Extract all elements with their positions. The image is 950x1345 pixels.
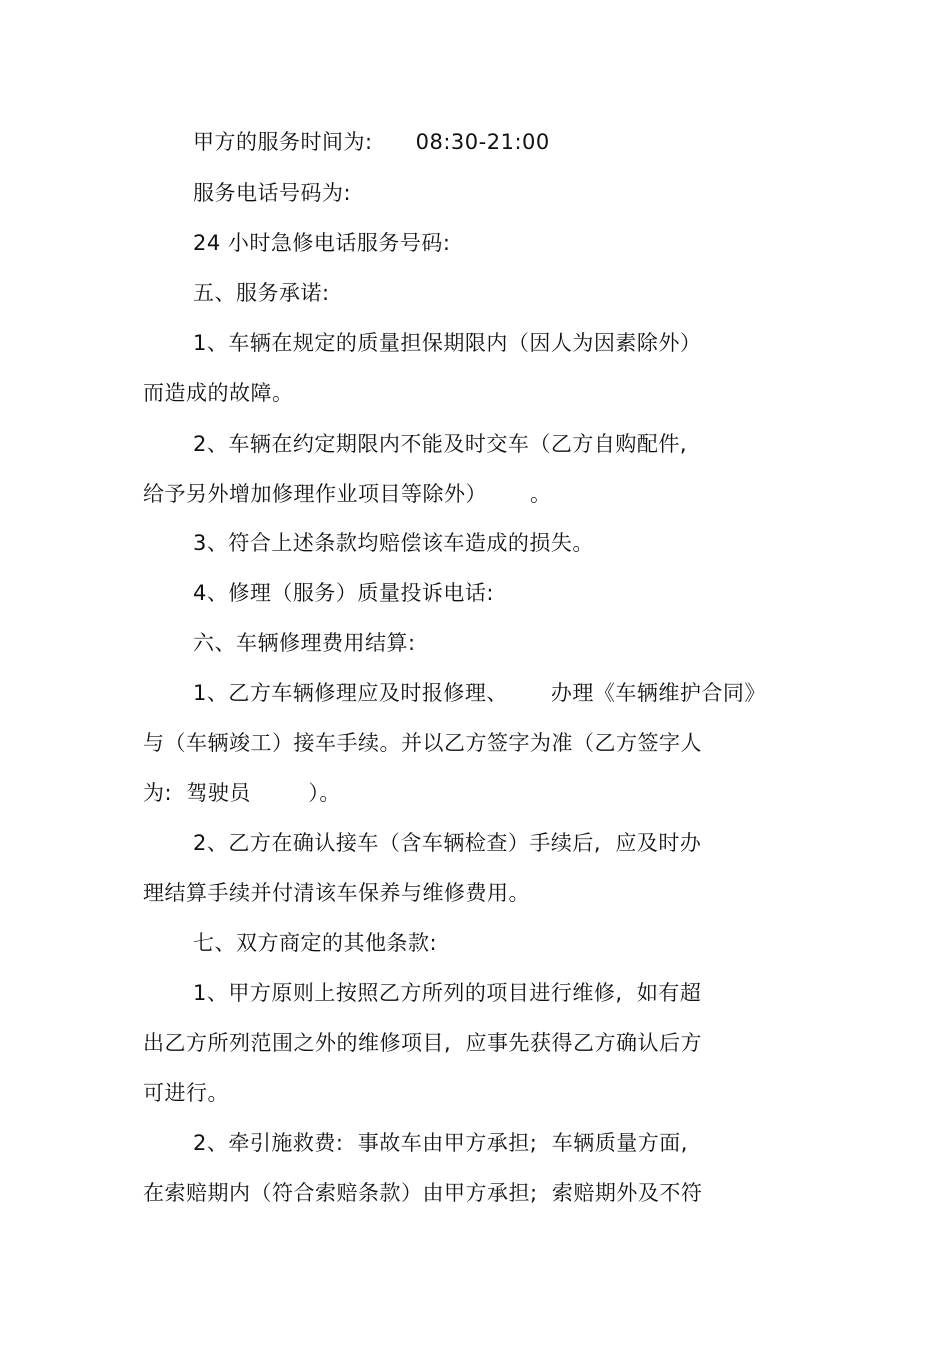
service-phone-line: 服务电话号码为: (193, 181, 352, 205)
section-heading-5: 五、服务承诺: (193, 281, 330, 305)
paragraph-line: 与（车辆竣工）接车手续。并以乙方签字为准（乙方签字人 (143, 731, 702, 755)
paragraph-line: 2、车辆在约定期限内不能及时交车（乙方自购配件, (193, 432, 688, 456)
service-hours-line: 甲方的服务时间为: 08:30-21:00 (193, 130, 550, 154)
paragraph-line: 3、符合上述条款均赔偿该车造成的损失。 (193, 531, 594, 555)
paragraph-line: 为: 驾驶员 ）。 (143, 781, 341, 805)
section-heading-7: 七、双方商定的其他条款: (193, 931, 438, 955)
paragraph-line: 2、牵引施救费: 事故车由甲方承担; 车辆质量方面, (193, 1131, 688, 1155)
paragraph-line: 而造成的故障。 (143, 381, 294, 405)
paragraph-line: 4、修理（服务）质量投诉电话: (193, 581, 494, 605)
paragraph-line: 可进行。 (143, 1081, 229, 1105)
paragraph-line: 2、乙方在确认接车（含车辆检查）手续后, 应及时办 (193, 831, 702, 855)
emergency-phone-line: 24 小时急修电话服务号码: (193, 231, 451, 255)
paragraph-line: 在索赔期内（符合索赔条款）由甲方承担; 索赔期外及不符 (143, 1181, 703, 1205)
section-heading-6: 六、车辆修理费用结算: (193, 631, 416, 655)
paragraph-line: 1、甲方原则上按照乙方所列的项目进行维修, 如有超 (193, 981, 702, 1005)
paragraph-line: 出乙方所列范围之外的维修项目, 应事先获得乙方确认后方 (143, 1031, 703, 1055)
paragraph-line: 1、车辆在规定的质量担保期限内（因人为因素除外） (193, 331, 702, 355)
paragraph-line: 理结算手续并付清该车保养与维修费用。 (143, 881, 530, 905)
paragraph-line: 1、乙方车辆修理应及时报修理、 办理《车辆维护合同》 (193, 681, 766, 705)
paragraph-line: 给予另外增加修理作业项目等除外） 。 (143, 482, 552, 506)
